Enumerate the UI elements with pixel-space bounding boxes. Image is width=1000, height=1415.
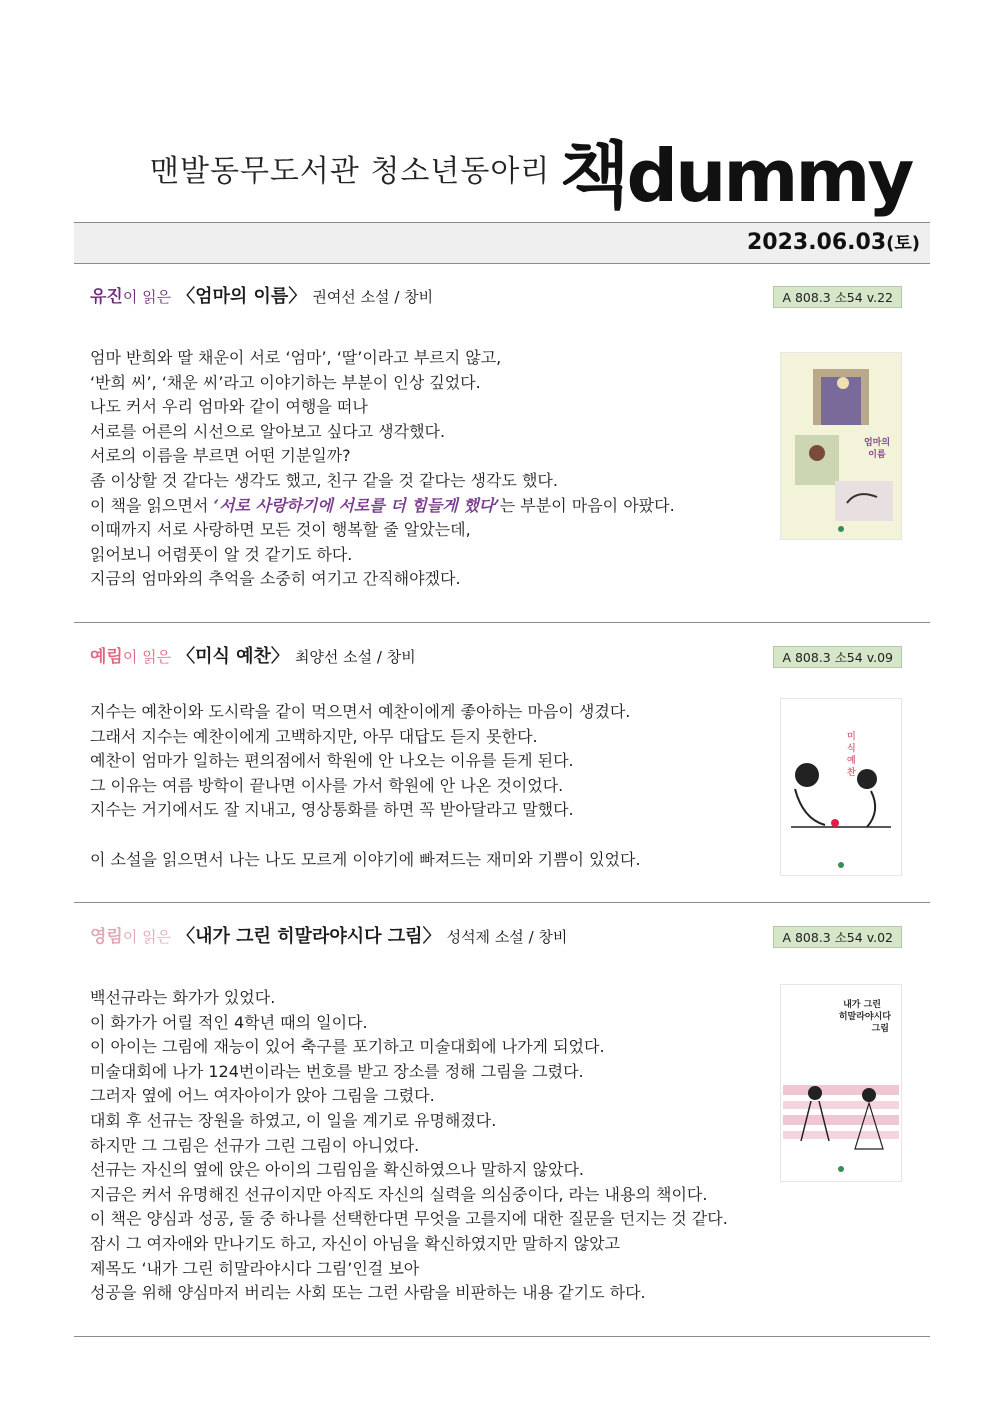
review-line: 이 책은 양심과 성공, 둘 중 하나를 선택한다면 무엇을 고를지에 대한 질문을 던지는 것 같다. xyxy=(90,1209,728,1229)
review-line: 제목도 ‘내가 그린 히말라야시다 그림’인걸 보아 xyxy=(90,1258,420,1278)
review-line: 이 화가가 어릴 적인 4학년 때의 일이다. xyxy=(90,1012,368,1032)
review-line: ‘반희 씨’, ‘채운 씨’라고 이야기하는 부분이 인상 깊었다. xyxy=(90,372,481,392)
book-meta: 최양선 소설 / 창비 xyxy=(294,648,416,666)
reads-label: 이 읽은 xyxy=(122,288,172,306)
review-entry-3 xyxy=(74,922,930,1342)
brand-logo: 책dummy xyxy=(560,134,912,218)
book-cover xyxy=(780,984,902,1182)
svg-text:엄마의: 엄마의 xyxy=(863,438,891,448)
review-line: 백선규라는 화가가 있었다. xyxy=(90,988,276,1007)
review-line: 지수는 거기에서도 잘 지내고, 영상통화를 하면 꼭 받아달라고 말했다. xyxy=(90,800,574,820)
review-line: 잠시 그 여자애와 만나기도 하고, 자신이 아님을 확신하였지만 말하지 않았고 xyxy=(90,1233,620,1253)
review-line: 나도 커서 우리 엄마와 같이 여행을 떠나 xyxy=(90,397,368,417)
review-line: 그래서 지수는 예찬이에게 고백하지만, 아무 대답도 듣지 못한다. xyxy=(90,726,538,746)
date-main: 2023.06.03 xyxy=(746,230,887,255)
section-divider xyxy=(74,622,930,623)
review-line: 이때까지 서로 사랑하면 모든 것이 행복할 줄 알았는데, xyxy=(90,520,471,540)
review-line: 지수는 예찬이와 도시락을 같이 먹으면서 예찬이에게 좋아하는 마음이 생겼다. xyxy=(90,702,631,721)
issue-date xyxy=(747,229,920,255)
book-cover xyxy=(780,352,902,540)
review-line: 지금의 엄마와의 추억을 소중히 여기고 간직해야겠다. xyxy=(90,569,461,589)
review-text xyxy=(90,700,641,872)
header xyxy=(150,118,912,218)
svg-text:식: 식 xyxy=(847,744,856,754)
reader-name: 유진 xyxy=(90,287,123,307)
review-entry-2 xyxy=(74,642,930,898)
reads-label: 이 읽은 xyxy=(122,648,172,666)
call-number: A 808.3 소54 v.22 xyxy=(773,286,902,308)
svg-text:예: 예 xyxy=(847,756,856,766)
review-line: 이 아이는 그림에 재능이 있어 축구를 포기하고 미술대회에 나가게 되었다. xyxy=(90,1037,605,1057)
book-title: 〈내가 그린 히말라야시다 그림〉 xyxy=(177,926,441,947)
review-line-highlight xyxy=(90,494,675,519)
review-entry-1 xyxy=(74,282,930,622)
book-meta: 권여선 소설 / 창비 xyxy=(312,288,434,306)
entry-title-line xyxy=(90,282,433,308)
library-title: 맨발동무도서관 청소년동아리 xyxy=(150,154,551,189)
date-bar xyxy=(74,222,930,264)
review-line: 선규는 자신의 옆에 앉은 아이의 그림임을 확신하였으나 말하지 않았다. xyxy=(90,1160,584,1180)
date-weekday: (토) xyxy=(886,233,920,254)
highlight-quote: ‘서로 사랑하기에 서로를 더 힘들게 했다’ xyxy=(213,495,500,515)
svg-text:내가 그린: 내가 그린 xyxy=(843,1000,881,1010)
reads-label: 이 읽은 xyxy=(122,928,172,946)
review-line xyxy=(90,823,641,848)
reader-name: 예림 xyxy=(90,647,123,667)
call-number: A 808.3 소54 v.09 xyxy=(773,646,902,668)
review-line: 미술대회에 나가 124번이라는 번호를 받고 장소를 정해 그림을 그렸다. xyxy=(90,1061,584,1081)
reader-name: 영림 xyxy=(90,927,123,947)
review-line: 지금은 커서 유명해진 선규이지만 아직도 자신의 실력을 의심중이다, 라는 내용의 책이다. xyxy=(90,1184,708,1204)
review-line: 하지만 그 그림은 선규가 그린 그림이 아니었다. xyxy=(90,1135,420,1155)
book-title: 〈미식 예찬〉 xyxy=(177,646,289,667)
review-line: 엄마 반희와 딸 채운이 서로 ‘엄마’, ‘딸’이라고 부르지 않고, xyxy=(90,348,502,367)
hl-pre: 이 책을 읽으면서 xyxy=(90,495,214,515)
review-line: 서로의 이름을 부르면 어떤 기분일까? xyxy=(90,446,351,466)
book-cover xyxy=(780,698,902,876)
review-line: 좀 이상할 것 같다는 생각도 했고, 친구 같을 것 같다는 생각도 했다. xyxy=(90,470,558,490)
book-meta: 성석제 소설 / 창비 xyxy=(446,928,568,946)
svg-text:이름: 이름 xyxy=(868,450,886,460)
review-line: 성공을 위해 양심마저 버리는 사회 또는 그런 사람을 비판하는 내용 같기도 하다. xyxy=(90,1283,646,1303)
cover-illustration xyxy=(781,699,901,875)
review-text xyxy=(90,346,675,592)
section-divider xyxy=(74,1336,930,1337)
cover-illustration xyxy=(781,985,901,1181)
svg-text:미: 미 xyxy=(847,732,856,742)
review-line: 예찬이 엄마가 일하는 편의점에서 학원에 안 나오는 이유를 듣게 된다. xyxy=(90,751,574,771)
review-line: 이 소설을 읽으면서 나는 나도 모르게 이야기에 빠져드는 재미와 기쁨이 있었다. xyxy=(90,849,641,869)
svg-text:그림: 그림 xyxy=(871,1024,889,1034)
call-number: A 808.3 소54 v.02 xyxy=(773,926,902,948)
hl-post: 는 부분이 마음이 아팠다. xyxy=(499,495,675,515)
review-line: 그러자 옆에 어느 여자아이가 앉아 그림을 그렸다. xyxy=(90,1086,435,1106)
review-text xyxy=(90,986,728,1306)
review-line: 그 이유는 여름 방학이 끝나면 이사를 가서 학원에 안 나온 것이었다. xyxy=(90,775,564,795)
entry-title-line xyxy=(90,922,567,948)
entry-title-line xyxy=(90,642,416,668)
svg-text:찬: 찬 xyxy=(847,768,856,778)
cover-illustration xyxy=(781,353,901,539)
book-title: 〈엄마의 이름〉 xyxy=(177,286,307,307)
review-line: 서로를 어른의 시선으로 알아보고 싶다고 생각했다. xyxy=(90,421,446,441)
review-line: 대회 후 선규는 장원을 하였고, 이 일을 계기로 유명해졌다. xyxy=(90,1110,497,1130)
svg-text:히말라야시다: 히말라야시다 xyxy=(838,1012,891,1022)
section-divider xyxy=(74,902,930,903)
review-line: 읽어보니 어렴풋이 알 것 같기도 하다. xyxy=(90,544,353,564)
